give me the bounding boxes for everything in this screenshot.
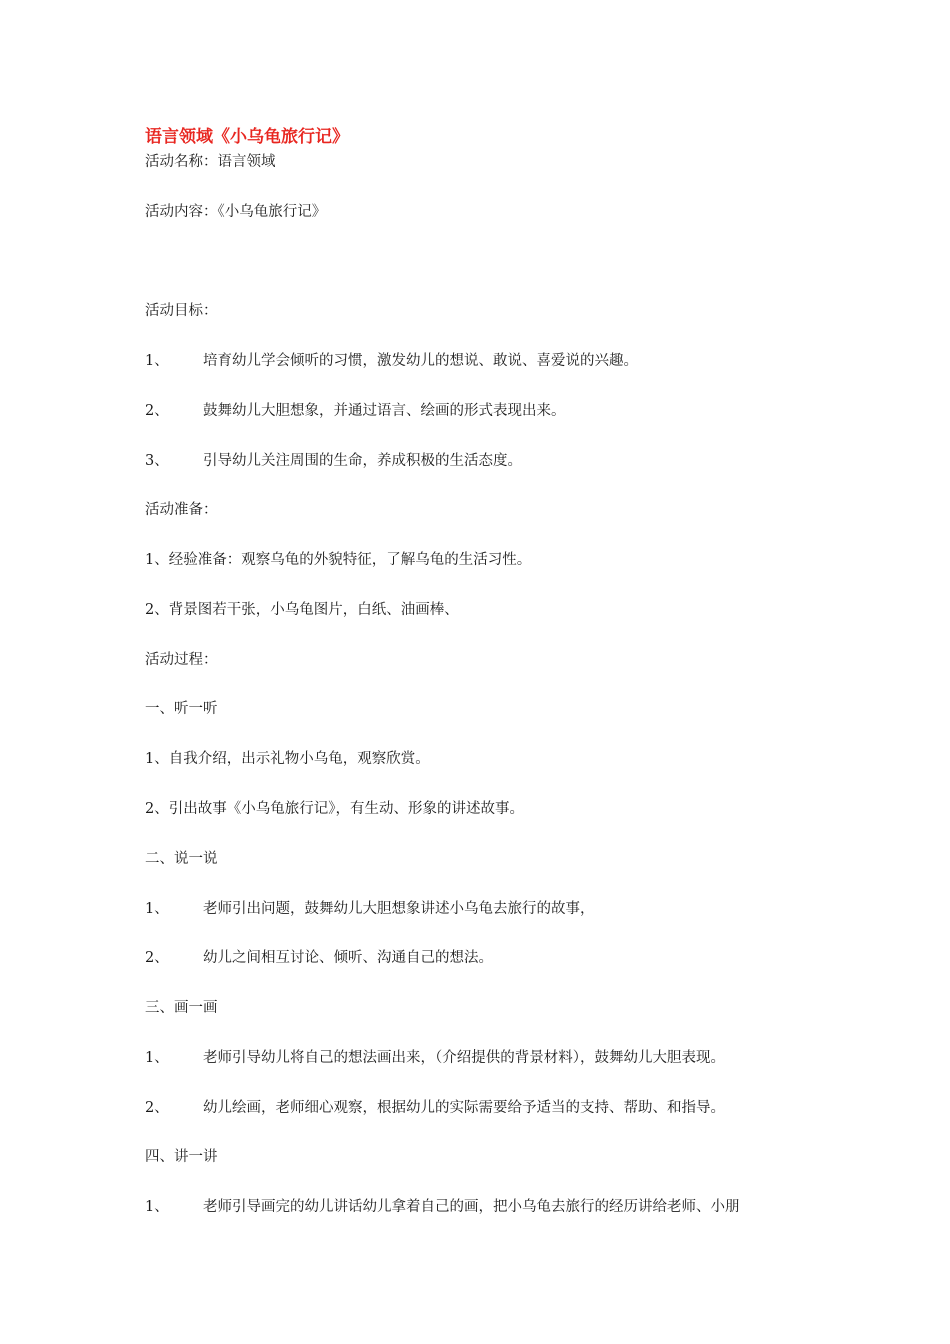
prep-item: 1、经验准备：观察乌龟的外貌特征，了解乌龟的生活习性。 [145,552,532,568]
activity-name: 活动名称：语言领域 [145,154,276,170]
document-title: 语言领域《小乌龟旅行记》 [145,127,349,147]
item-number: 1、 [145,901,169,917]
section-item: 2、引出故事《小乌龟旅行记》，有生动、形象的讲述故事。 [145,801,524,817]
item-text: 老师引导幼儿将自己的想法画出来，（介绍提供的背景材料），鼓舞幼儿大胆表现。 [203,1050,725,1066]
goal-number: 2、 [145,403,169,419]
process-heading: 活动过程： [145,652,218,668]
section-item [145,1047,725,1069]
section-item: 1、自我介绍，出示礼物小乌龟，观察欣赏。 [145,751,430,767]
item-number: 1、 [145,1050,169,1066]
item-number: 2、 [145,950,169,966]
goal-number: 1、 [145,353,169,369]
goal-item [145,350,638,372]
item-text: 老师引导画完的幼儿讲话幼儿拿着自己的画，把小乌龟去旅行的经历讲给老师、小朋 [203,1199,740,1215]
section-heading: 一、听一听 [145,701,218,717]
goal-text: 鼓舞幼儿大胆想象，并通过语言、绘画的形式表现出来。 [203,403,566,419]
item-text: 老师引出问题，鼓舞幼儿大胆想象讲述小乌龟去旅行的故事， [203,901,595,917]
goal-number: 3、 [145,453,169,469]
goal-item [145,400,566,422]
item-text: 幼儿之间相互讨论、倾听、沟通自己的想法。 [203,950,493,966]
goal-item [145,450,522,472]
goal-text: 引导幼儿关注周围的生命，养成积极的生活态度。 [203,453,522,469]
goals-heading: 活动目标： [145,303,218,319]
section-item [145,947,493,969]
prep-item: 2、背景图若干张，小乌龟图片，白纸、油画棒、 [145,602,459,618]
goal-text: 培育幼儿学会倾听的习惯，激发幼儿的想说、敢说、喜爱说的兴趣。 [203,353,638,369]
item-number: 2、 [145,1100,169,1116]
section-heading: 二、说一说 [145,851,218,867]
item-text: 幼儿绘画，老师细心观察，根据幼儿的实际需要给予适当的支持、帮助、和指导。 [203,1100,725,1116]
section-item [145,1196,740,1218]
section-heading: 三、画一画 [145,1000,218,1016]
activity-content: 活动内容：《小乌龟旅行记》 [145,204,327,220]
item-number: 1、 [145,1199,169,1215]
section-item [145,1097,725,1119]
section-heading: 四、讲一讲 [145,1149,218,1165]
prep-heading: 活动准备： [145,502,218,518]
section-item [145,898,595,920]
